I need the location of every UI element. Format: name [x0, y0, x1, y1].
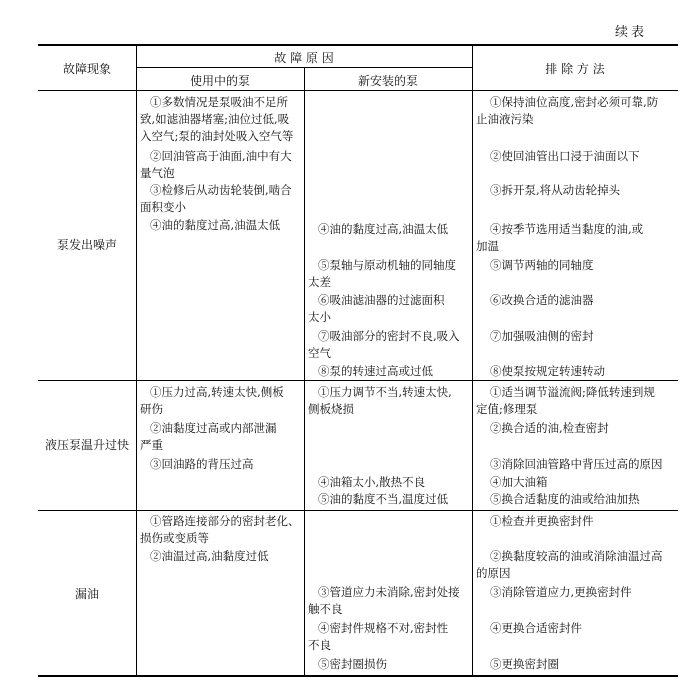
cause-item: ④油的黏度过高,油温太低: [318, 222, 449, 236]
section-label-noise: 泵发出噪声: [56, 238, 117, 252]
remedy-item: ②换合适的油,检查密封: [490, 421, 609, 435]
section-rule-1: [38, 380, 678, 381]
cause-item: ⑧泵的转速过高或过低: [318, 364, 433, 378]
header-bottom-rule: [38, 90, 678, 91]
header-new-install: 新安装的泵: [357, 74, 418, 88]
section-label-leak: 漏油: [74, 587, 99, 601]
cause-item: ①管路连接部分的密封老化、 损伤或变质等: [140, 514, 300, 545]
col-rule-2: [304, 67, 305, 676]
cause-item: ④油的黏度过高,油温太低: [150, 218, 281, 232]
section-rule-2: [38, 510, 678, 511]
remedy-item: ④按季节选用适当黏度的油,或 加温: [476, 222, 644, 253]
remedy-item: ①保持油位高度,密封必须可靠,防 止油液污染: [476, 95, 659, 126]
cause-item: ⑦吸油部分的密封不良,吸入 空气: [308, 329, 460, 360]
cause-item: ③管道应力未消除,密封处接 触不良: [308, 585, 460, 616]
cause-item: ⑤密封圈损伤: [318, 657, 387, 671]
cause-item: ⑤泵轴与原动机轴的同轴度 太差: [308, 258, 456, 289]
cause-item: ③检修后从动齿轮装倒,啮合 面积变小: [140, 183, 292, 214]
remedy-item: ⑦加强吸油侧的密封: [490, 329, 594, 343]
remedy-item: ⑤调节两轴的同轴度: [490, 258, 594, 272]
remedy-item: ③拆开泵,将从动齿轮掉头: [490, 183, 621, 197]
remedy-item: ⑤更换密封圈: [490, 657, 559, 671]
col-rule-1: [136, 45, 137, 676]
cause-item: ②回油管高于油面,油中有大 量气泡: [140, 149, 292, 180]
header-cause: 故 障 原 因: [274, 51, 334, 65]
remedy-item: ②使回油管出口浸于油面以下: [490, 149, 640, 163]
remedy-item: ①适当调节溢流阀;降低转速到规 定值;修理泵: [476, 385, 655, 416]
cause-item: ①压力调节不当,转速太快, 侧板烧损: [308, 385, 452, 416]
remedy-item: ②换黏度较高的油或消除油温过高 的原因: [476, 549, 663, 580]
cause-item: ②油黏度过高或内部泄漏 严重: [140, 421, 277, 452]
cause-item: ①多数情况是泵吸油不足所 致,如滤油器堵塞;油位过低,吸 入空气;泵的油封处吸入空气等: [140, 95, 294, 143]
cause-item: ②油温过高,油黏度过低: [150, 549, 269, 563]
table-bottom-rule: [38, 675, 678, 677]
continued-label: 续表: [614, 25, 647, 40]
cause-item: ④油箱太小,散热不良: [318, 475, 426, 489]
col-rule-3: [472, 45, 473, 676]
remedy-item: ⑤换合适黏度的油或给油加热: [490, 492, 640, 506]
header-phenomenon: 故障现象: [62, 62, 111, 76]
section-label-temp: 液压泵温升过快: [44, 438, 129, 452]
table-top-rule: [38, 44, 678, 46]
remedy-item: ④加大油箱: [490, 475, 548, 489]
cause-item: ①压力过高,转速太快,侧板 研伤: [140, 385, 284, 416]
remedy-item: ⑧使泵按规定转速转动: [490, 364, 605, 378]
remedy-item: ③消除回油管路中背压过高的原因: [490, 457, 663, 471]
remedy-item: ⑥改换合适的滤油器: [490, 293, 594, 307]
cause-item: ③回油路的背压过高: [150, 457, 254, 471]
cause-item: ④密封件规格不对,密封性 不良: [308, 621, 449, 652]
header-remedy: 排 除 方 法: [545, 62, 605, 76]
cause-item: ⑥吸油滤油器的过滤面积 太小: [308, 293, 445, 324]
cause-item: ⑤油的黏度不当,温度过低: [318, 492, 449, 506]
remedy-item: ③消除管道应力,更换密封件: [490, 585, 632, 599]
remedy-item: ①检查并更换密封件: [490, 514, 594, 528]
header-in-use: 使用中的泵: [189, 74, 250, 88]
remedy-item: ④更换合适密封件: [490, 621, 582, 635]
